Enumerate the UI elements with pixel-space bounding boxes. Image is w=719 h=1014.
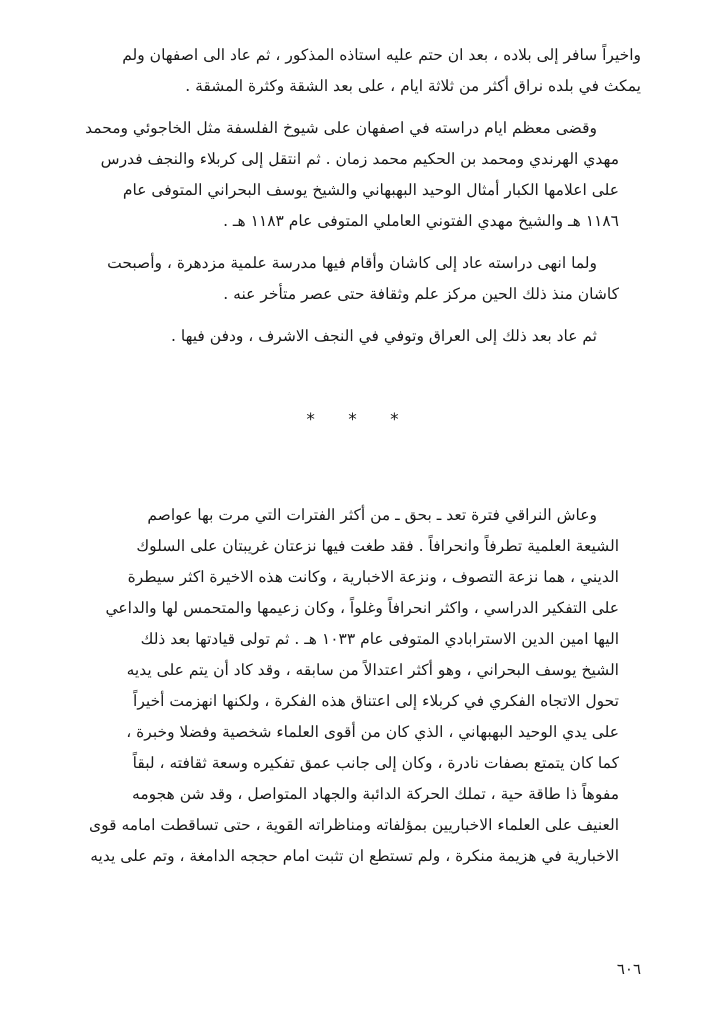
- text-line: تحول الاتجاه الفكري في كربلاء إلى اعتناق هذه الفكرة ، ولكنها انهزمت أخيراً: [133, 692, 619, 710]
- paragraph-1: [78, 40, 641, 102]
- text-line: على اعلامها الكبار أمثال الوحيد البهبهاني والشيخ يوسف البحراني المتوفى عام: [122, 181, 619, 199]
- section-1: [78, 40, 641, 363]
- text-line: مهدي الهرندي ومحمد بن الحكيم محمد زمان . ثم انتقل إلى كربلاء والنجف فدرس: [100, 150, 619, 168]
- text-line: الاخبارية في هزيمة منكرة ، ولم تستطع ان تثبت امام حججه الدامغة ، وتم على يديه: [90, 847, 619, 865]
- text-line: ولما انهى دراسته عاد إلى كاشان وأقام فيها مدرسة علمية مزدهرة ، وأصبحت: [107, 254, 597, 272]
- paragraph-5: [78, 500, 641, 872]
- page-number: ٦٠٦: [616, 960, 641, 978]
- text-line: على التفكير الدراسي ، واكثر انحرافاً وغلواً ، وكان زعيمها والمتحمس لها والداعي: [105, 599, 619, 617]
- text-line: العنيف على العلماء الاخباريين بمؤلفاته ومناظراته القوية ، حتى تساقطت امامه قوى: [89, 816, 619, 834]
- text-line: وقضى معظم ايام دراسته في اصفهان على شيوخ الفلسفة مثل الخاجوئي ومحمد: [85, 119, 597, 137]
- paragraph-3: [78, 248, 641, 310]
- text-line: ثم عاد بعد ذلك إلى العراق وتوفي في النجف الاشرف ، ودفن فيها .: [171, 327, 597, 345]
- section-2: [78, 500, 641, 883]
- text-line: اليها امين الدين الاسترابادي المتوفى عام ١٠٣٣ هـ . ثم تولى قيادتها بعد ذلك: [140, 630, 619, 648]
- text-line: الديني ، هما نزعة التصوف ، ونزعة الاخبارية ، وكانت هذه الاخيرة اكثر سيطرة: [127, 568, 619, 586]
- section-divider-stars: * * *: [306, 410, 413, 430]
- text-line: مفوهاً ذا طاقة حية ، تملك الحركة الدائبة والجهاد المتواصل ، وقد شن هجومه: [132, 785, 619, 803]
- paragraph-2: [78, 113, 641, 237]
- text-line: على يدي الوحيد البهبهاني ، الذي كان من أقوى العلماء شخصية وفضلا وخبرة ،: [126, 723, 619, 741]
- text-line: يمكث في بلده نراق أكثر من ثلاثة ايام ، على بعد الشقة وكثرة المشقة .: [185, 77, 641, 95]
- text-line: الشيخ يوسف البحراني ، وهو أكثر اعتدالاً من سابقه ، وقد كاد أن يتم على يديه: [126, 661, 619, 679]
- text-line: كاشان منذ ذلك الحين مركز علم وثقافة حتى عصر متأخر عنه .: [223, 285, 619, 303]
- text-line: واخيراً سافر إلى بلاده ، بعد ان حتم عليه استاذه المذكور ، ثم عاد الى اصفهان ولم: [122, 46, 641, 64]
- text-line: كما كان يتمتع بصفات نادرة ، وكان إلى جانب عمق تفكيره وسعة ثقافته ، لبقاً: [132, 754, 619, 772]
- text-line: ١١٨٦ هـ والشيخ مهدي الفتوني العاملي المتوفى عام ١١٨٣ هـ .: [223, 212, 619, 230]
- text-line: الشيعة العلمية تطرفاً وانحرافاً . فقد طغت فيها نزعتان غريبتان على السلوك: [136, 537, 619, 555]
- paragraph-4: [78, 321, 641, 352]
- text-line: وعاش النراقي فترة تعد ـ بحق ـ من أكثر الفترات التي مرت بها عواصم: [147, 506, 597, 524]
